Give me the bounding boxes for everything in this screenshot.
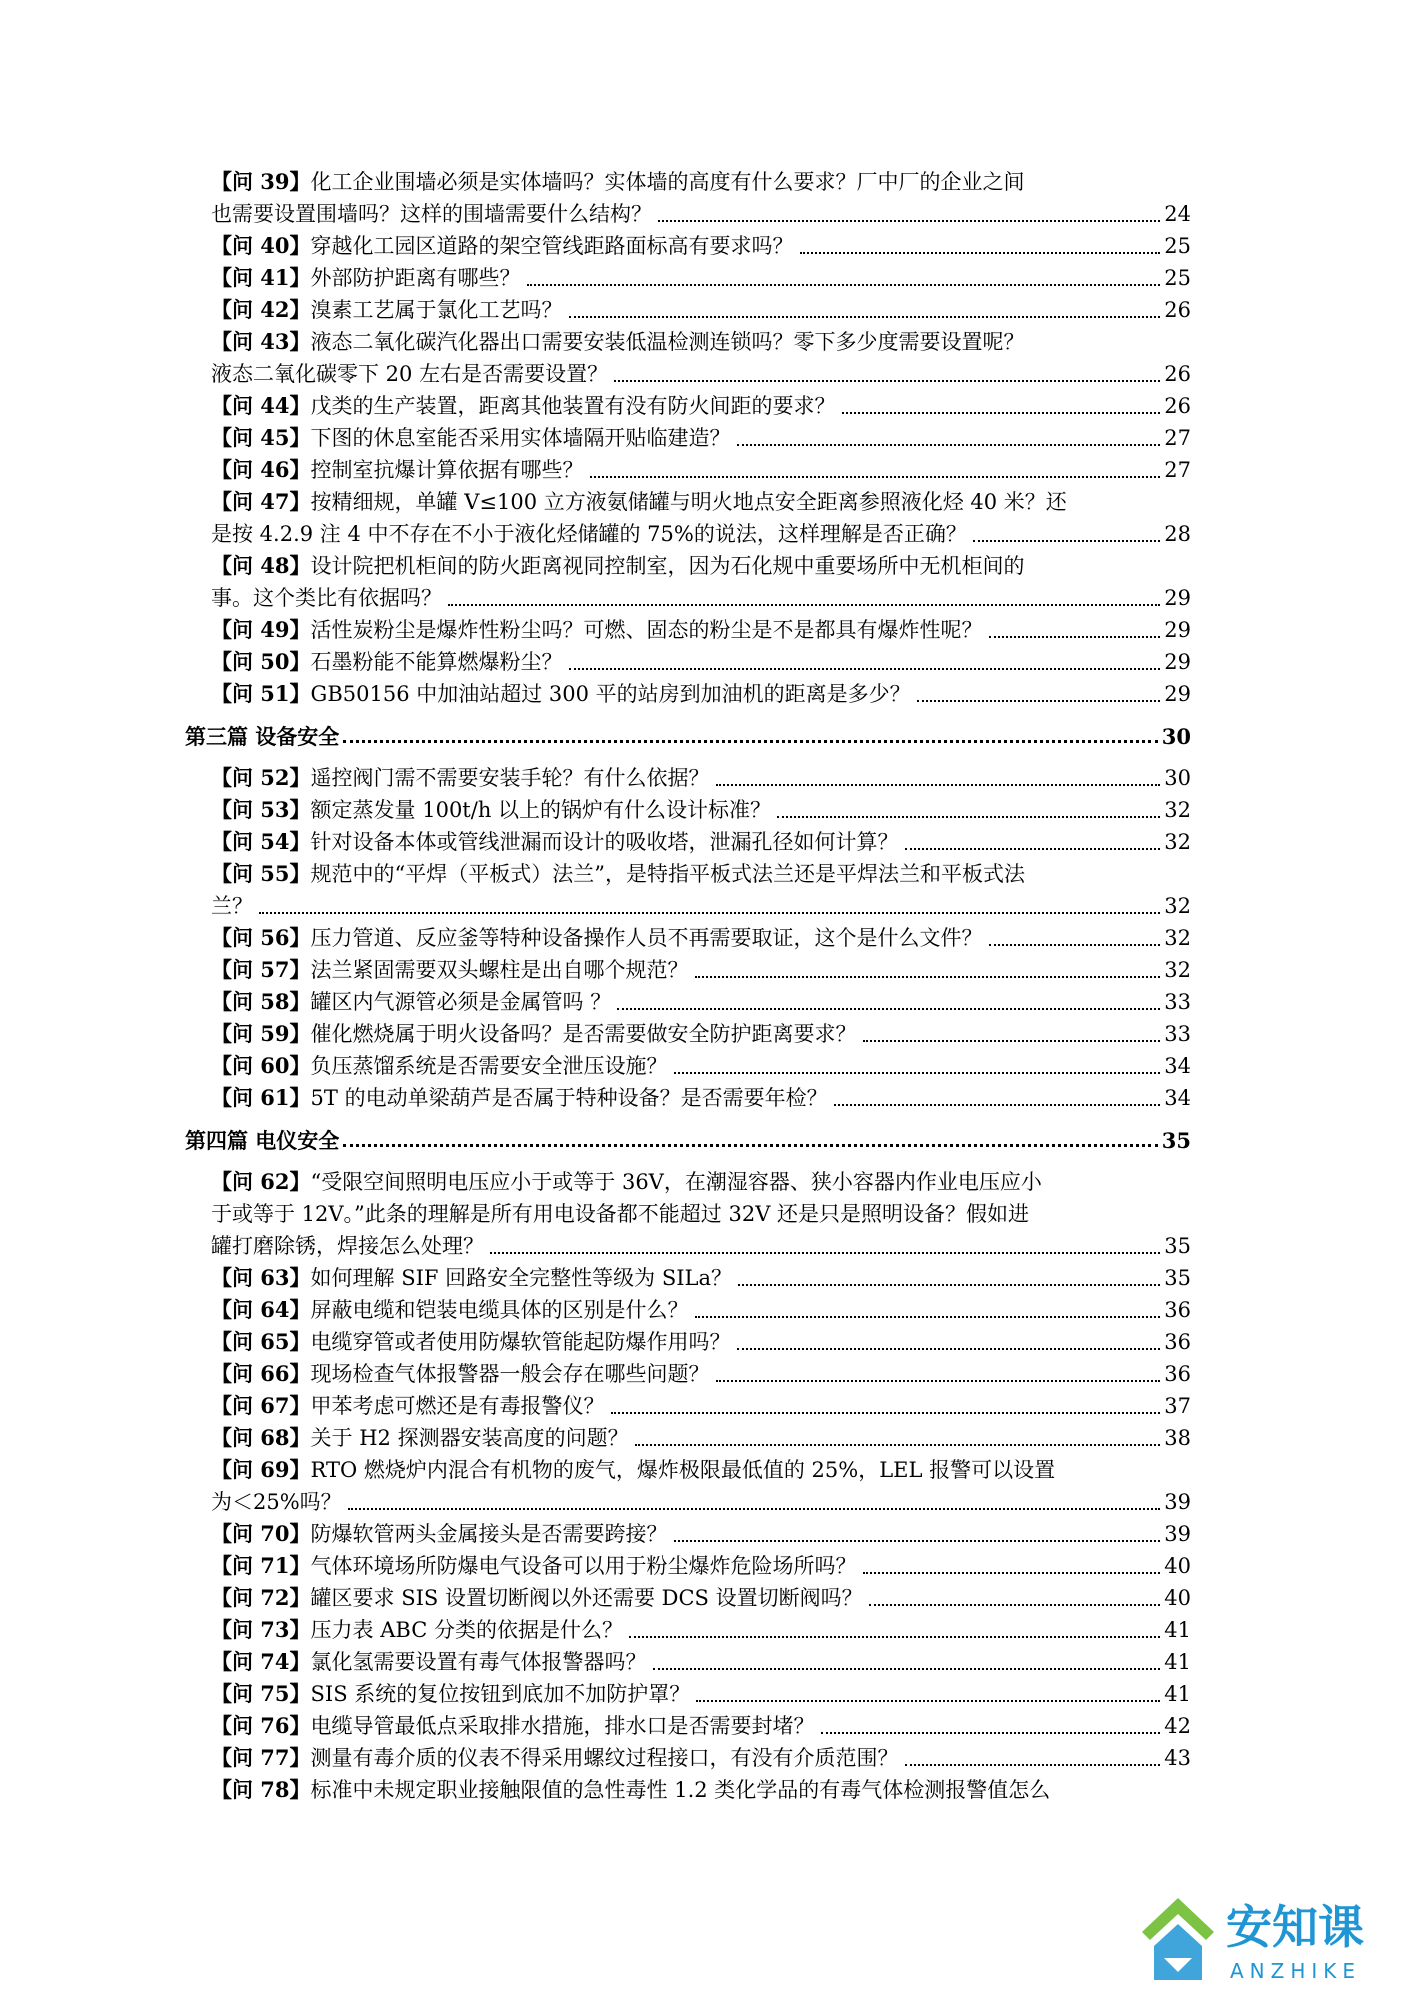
dot-leader xyxy=(905,1764,1161,1766)
entry-text: 【问 60】负压蒸馏系统是否需要安全泄压设施？ xyxy=(211,1053,668,1078)
dot-leader xyxy=(738,1284,1160,1286)
page-number: 32 xyxy=(1164,798,1191,822)
question-number: 【问 42】 xyxy=(211,297,311,322)
question-number: 【问 59】 xyxy=(211,1021,311,1046)
entry-text: 【问 44】戊类的生产装置，距离其他装置有没有防火间距的要求？ xyxy=(211,393,836,418)
page-number: 36 xyxy=(1164,1298,1191,1322)
dot-leader xyxy=(448,604,1160,606)
entry-text: 【问 73】压力表 ABC 分类的依据是什么？ xyxy=(211,1617,623,1642)
dot-leader xyxy=(348,1508,1161,1510)
section-heading[interactable] xyxy=(185,1114,1191,1154)
toc-entry[interactable] xyxy=(211,614,1191,646)
entry-text: 【问 47】按精细规，单罐 V≤100 立方液氨储罐与明火地点安全距离参照液化烃 40 米？还 xyxy=(211,489,1067,514)
question-number: 【问 78】 xyxy=(211,1777,311,1802)
toc-entry[interactable] xyxy=(211,954,1191,986)
toc-entry[interactable] xyxy=(211,1614,1191,1646)
question-number: 【问 40】 xyxy=(211,233,311,258)
toc-entry[interactable] xyxy=(211,454,1191,486)
table-of-contents xyxy=(185,166,1191,1806)
toc-entry[interactable] xyxy=(211,1358,1191,1390)
dot-leader xyxy=(869,1604,1161,1606)
question-number: 【问 60】 xyxy=(211,1053,311,1078)
question-number: 【问 68】 xyxy=(211,1425,311,1450)
question-number: 【问 45】 xyxy=(211,425,311,450)
entry-text: 兰？ xyxy=(211,894,253,918)
entry-text: 【问 71】气体环境场所防爆电气设备可以用于粉尘爆炸危险场所吗？ xyxy=(211,1553,857,1578)
page-number: 33 xyxy=(1164,990,1191,1014)
dot-leader xyxy=(821,1732,1161,1734)
page-number: 41 xyxy=(1164,1650,1191,1674)
dot-leader xyxy=(629,1636,1160,1638)
question-number: 【问 64】 xyxy=(211,1297,311,1322)
toc-entry[interactable] xyxy=(211,390,1191,422)
question-number: 【问 61】 xyxy=(211,1085,311,1110)
entry-text: 【问 46】控制室抗爆计算依据有哪些？ xyxy=(211,457,584,482)
dot-leader xyxy=(989,944,1161,946)
toc-entry[interactable] xyxy=(211,678,1191,710)
question-number: 【问 63】 xyxy=(211,1265,311,1290)
entry-text: 液态二氧化碳零下 20 左右是否需要设置？ xyxy=(211,362,609,386)
toc-entry[interactable] xyxy=(211,1710,1191,1742)
entry-text: 【问 49】活性炭粉尘是爆炸性粉尘吗？可燃、固态的粉尘是不是都具有爆炸性呢？ xyxy=(211,617,983,642)
toc-entry[interactable] xyxy=(211,1518,1191,1550)
question-number: 【问 48】 xyxy=(211,553,311,578)
toc-entry[interactable] xyxy=(211,826,1191,858)
page-number: 27 xyxy=(1164,458,1191,482)
toc-entry[interactable] xyxy=(211,1018,1191,1050)
question-number: 【问 77】 xyxy=(211,1745,311,1770)
dot-leader xyxy=(737,1348,1161,1350)
page-number: 25 xyxy=(1164,266,1191,290)
dot-leader xyxy=(695,976,1161,978)
question-number: 【问 43】 xyxy=(211,329,311,354)
question-number: 【问 65】 xyxy=(211,1329,311,1354)
question-number: 【问 39】 xyxy=(211,169,311,194)
dot-leader xyxy=(569,316,1161,318)
question-number: 【问 41】 xyxy=(211,265,311,290)
page-number: 32 xyxy=(1164,894,1191,918)
page-number: 29 xyxy=(1164,586,1191,610)
page-number: 36 xyxy=(1164,1362,1191,1386)
entry-text: 【问 52】遥控阀门需不需要安装手轮？有什么依据？ xyxy=(211,765,710,790)
dot-leader xyxy=(917,700,1161,702)
dot-leader xyxy=(973,540,1160,542)
entry-text: 【问 43】液态二氧化碳汽化器出口需要安装低温检测连锁吗？零下多少度需要设置呢？ xyxy=(211,329,1025,354)
entry-text: 【问 57】法兰紧固需要双头螺柱是出自哪个规范？ xyxy=(211,957,689,982)
entry-text: 【问 64】屏蔽电缆和铠装电缆具体的区别是什么？ xyxy=(211,1297,689,1322)
page-number: 43 xyxy=(1164,1746,1191,1770)
entry-text: 为＜25%吗？ xyxy=(211,1490,342,1514)
toc-entry[interactable] xyxy=(211,1678,1191,1710)
dot-leader xyxy=(658,220,1160,222)
section-title: 第三篇 设备安全 xyxy=(185,725,340,749)
page-number: 29 xyxy=(1164,618,1191,642)
question-number: 【问 62】 xyxy=(211,1169,311,1194)
page-number: 34 xyxy=(1164,1086,1191,1110)
question-number: 【问 74】 xyxy=(211,1649,311,1674)
page-number: 34 xyxy=(1164,1054,1191,1078)
toc-entry[interactable] xyxy=(211,762,1191,794)
toc-entry[interactable] xyxy=(211,1582,1191,1614)
entry-text: 于或等于 12V。”此条的理解是所有用电设备都不能超过 32V 还是只是照明设备？假如进 xyxy=(211,1202,1030,1226)
question-number: 【问 50】 xyxy=(211,649,311,674)
page-number: 29 xyxy=(1164,682,1191,706)
entry-text: 【问 39】化工企业围墙必须是实体墙吗？实体墙的高度有什么要求？厂中厂的企业之间 xyxy=(211,169,1025,194)
page-number: 32 xyxy=(1164,926,1191,950)
page-number: 25 xyxy=(1164,234,1191,258)
section-title: 第四篇 电仪安全 xyxy=(185,1129,340,1153)
page-number: 41 xyxy=(1164,1618,1191,1642)
logo-subtext: ANZHIKE xyxy=(1230,1959,1362,1983)
toc-entry[interactable] xyxy=(211,646,1191,678)
page-number: 35 xyxy=(1164,1234,1191,1258)
page-number: 30 xyxy=(1164,766,1191,790)
dot-leader xyxy=(777,816,1160,818)
entry-text: 【问 55】规范中的“平焊（平板式）法兰”，是特指平板式法兰还是平焊法兰和平板式法 xyxy=(211,861,1026,886)
toc-entry[interactable] xyxy=(211,1326,1191,1358)
question-number: 【问 55】 xyxy=(211,861,311,886)
entry-text: 也需要设置围墙吗？这样的围墙需要什么结构？ xyxy=(211,202,652,226)
question-number: 【问 49】 xyxy=(211,617,311,642)
toc-entry[interactable] xyxy=(211,262,1191,294)
toc-entry[interactable] xyxy=(211,422,1191,454)
question-number: 【问 52】 xyxy=(211,765,311,790)
dot-leader xyxy=(696,1700,1160,1702)
question-number: 【问 71】 xyxy=(211,1553,311,1578)
toc-entry[interactable] xyxy=(211,166,1191,230)
toc-entry[interactable] xyxy=(211,1742,1191,1774)
page-number: 24 xyxy=(1164,202,1191,226)
entry-text: 【问 68】关于 H2 探测器安装高度的问题？ xyxy=(211,1425,629,1450)
entry-text: 【问 65】电缆穿管或者使用防爆软管能起防爆作用吗？ xyxy=(211,1329,731,1354)
question-number: 【问 67】 xyxy=(211,1393,311,1418)
entry-text: 【问 41】外部防护距离有哪些？ xyxy=(211,265,521,290)
dot-leader xyxy=(716,784,1161,786)
dot-leader xyxy=(842,412,1161,414)
dot-leader xyxy=(674,1072,1161,1074)
dot-leader xyxy=(343,740,1157,743)
dot-leader xyxy=(863,1572,1161,1574)
toc-entry[interactable] xyxy=(211,794,1191,826)
page-number: 32 xyxy=(1164,830,1191,854)
page-number: 32 xyxy=(1164,958,1191,982)
entry-text: 罐打磨除锈，焊接怎么处理？ xyxy=(211,1234,484,1258)
dot-leader xyxy=(716,1380,1161,1382)
page-number: 39 xyxy=(1164,1490,1191,1514)
page-number: 40 xyxy=(1164,1554,1191,1578)
dot-leader xyxy=(343,1144,1157,1147)
page-number: 35 xyxy=(1164,1266,1191,1290)
page-number: 36 xyxy=(1164,1330,1191,1354)
dot-leader xyxy=(569,668,1161,670)
entry-text: 【问 76】电缆导管最低点采取排水措施，排水口是否需要封堵？ xyxy=(211,1713,815,1738)
page-number: 26 xyxy=(1164,394,1191,418)
toc-entry[interactable] xyxy=(211,1082,1191,1114)
entry-text: 是按 4.2.9 注 4 中不存在不小于液化烃储罐的 75%的说法，这样理解是否正确？ xyxy=(211,522,967,546)
page-number: 41 xyxy=(1164,1682,1191,1706)
dot-leader xyxy=(590,476,1161,478)
dot-leader xyxy=(800,252,1161,254)
entry-text: 【问 72】罐区要求 SIS 设置切断阀以外还需要 DCS 设置切断阀吗？ xyxy=(211,1585,863,1610)
question-number: 【问 56】 xyxy=(211,925,311,950)
house-icon xyxy=(1142,1898,1214,1980)
question-number: 【问 69】 xyxy=(211,1457,311,1482)
toc-entry[interactable] xyxy=(211,326,1191,390)
page-number: 26 xyxy=(1164,298,1191,322)
toc-entry[interactable] xyxy=(211,1550,1191,1582)
entry-text: 【问 54】针对设备本体或管线泄漏而设计的吸收塔，泄漏孔径如何计算？ xyxy=(211,829,899,854)
dot-leader xyxy=(905,848,1161,850)
page-number: 33 xyxy=(1164,1022,1191,1046)
entry-text: 【问 53】额定蒸发量 100t/h 以上的锅炉有什么设计标准？ xyxy=(211,797,772,822)
toc-entry[interactable] xyxy=(211,858,1191,922)
question-number: 【问 58】 xyxy=(211,989,311,1014)
dot-leader xyxy=(989,636,1161,638)
question-number: 【问 54】 xyxy=(211,829,311,854)
entry-text: 【问 58】罐区内气源管必须是金属管吗 ？ xyxy=(211,989,612,1014)
dot-leader xyxy=(834,1104,1161,1106)
dot-leader xyxy=(617,1008,1160,1010)
page-number: 39 xyxy=(1164,1522,1191,1546)
dot-leader xyxy=(611,1412,1161,1414)
question-number: 【问 57】 xyxy=(211,957,311,982)
toc-entry[interactable] xyxy=(211,1262,1191,1294)
entry-text: 【问 75】SIS 系统的复位按钮到底加不加防护罩？ xyxy=(211,1681,691,1706)
question-number: 【问 72】 xyxy=(211,1585,311,1610)
dot-leader xyxy=(695,1316,1161,1318)
entry-text: 【问 42】溴素工艺属于氯化工艺吗？ xyxy=(211,297,563,322)
question-number: 【问 76】 xyxy=(211,1713,311,1738)
entry-text: 【问 61】5T 的电动单梁葫芦是否属于特种设备？是否需要年检？ xyxy=(211,1085,828,1110)
page-number: 37 xyxy=(1164,1394,1191,1418)
toc-entry[interactable] xyxy=(211,550,1191,614)
page-number: 28 xyxy=(1164,522,1191,546)
entry-text: 【问 66】现场检查气体报警器一般会存在哪些问题？ xyxy=(211,1361,710,1386)
question-number: 【问 53】 xyxy=(211,797,311,822)
question-number: 【问 44】 xyxy=(211,393,311,418)
question-number: 【问 73】 xyxy=(211,1617,311,1642)
dot-leader xyxy=(614,380,1160,382)
entry-text: 【问 77】测量有毒介质的仪表不得采用螺纹过程接口，有没有介质范围？ xyxy=(211,1745,899,1770)
page-number: 27 xyxy=(1164,426,1191,450)
toc-entry[interactable] xyxy=(211,1646,1191,1678)
dot-leader xyxy=(737,444,1161,446)
toc-entry[interactable] xyxy=(211,922,1191,954)
question-number: 【问 75】 xyxy=(211,1681,311,1706)
question-number: 【问 66】 xyxy=(211,1361,311,1386)
entry-text: 【问 51】GB50156 中加油站超过 300 平的站房到加油机的距离是多少？ xyxy=(211,681,911,706)
page-number: 35 xyxy=(1161,1128,1191,1153)
dot-leader xyxy=(527,284,1161,286)
toc-entry[interactable] xyxy=(211,1294,1191,1326)
entry-text: 【问 74】氯化氢需要设置有毒气体报警器吗？ xyxy=(211,1649,647,1674)
question-number: 【问 70】 xyxy=(211,1521,311,1546)
page-number: 42 xyxy=(1164,1714,1191,1738)
entry-text: 【问 78】标准中未规定职业接触限值的急性毒性 1.2 类化学品的有毒气体检测报警值怎么 xyxy=(211,1777,1051,1802)
entry-text: 【问 40】穿越化工园区道路的架空管线距路面标高有要求吗？ xyxy=(211,233,794,258)
question-number: 【问 47】 xyxy=(211,489,311,514)
entry-text: 【问 45】下图的休息室能否采用实体墙隔开贴临建造？ xyxy=(211,425,731,450)
question-number: 【问 51】 xyxy=(211,681,311,706)
page-number: 38 xyxy=(1164,1426,1191,1450)
question-number: 【问 46】 xyxy=(211,457,311,482)
entry-text: 事。这个类比有依据吗？ xyxy=(211,586,442,610)
entry-text: 【问 56】压力管道、反应釜等特种设备操作人员不再需要取证，这个是什么文件？ xyxy=(211,925,983,950)
page-number: 30 xyxy=(1161,724,1191,749)
toc-entry[interactable] xyxy=(211,1390,1191,1422)
dot-leader xyxy=(863,1040,1161,1042)
entry-text: 【问 70】防爆软管两头金属接头是否需要跨接？ xyxy=(211,1521,668,1546)
toc-entry[interactable] xyxy=(211,1166,1191,1262)
toc-entry[interactable] xyxy=(211,1050,1191,1082)
toc-entry[interactable] xyxy=(211,1454,1191,1518)
dot-leader xyxy=(653,1668,1161,1670)
page-number: 40 xyxy=(1164,1586,1191,1610)
logo-text: 安知课 xyxy=(1226,1900,1364,1954)
dot-leader xyxy=(490,1252,1160,1254)
toc-entry[interactable] xyxy=(211,1422,1191,1454)
toc-entry[interactable] xyxy=(211,486,1191,550)
toc-entry[interactable] xyxy=(211,1774,1191,1806)
entry-text: 【问 59】催化燃烧属于明火设备吗？是否需要做安全防护距离要求？ xyxy=(211,1021,857,1046)
dot-leader xyxy=(635,1444,1161,1446)
toc-entry[interactable] xyxy=(211,294,1191,326)
entry-text: 【问 48】设计院把机柜间的防火距离视同控制室，因为石化规中重要场所中无机柜间的 xyxy=(211,553,1025,578)
section-heading[interactable] xyxy=(185,710,1191,750)
anzhike-logo xyxy=(1134,1888,1404,1988)
page-number: 29 xyxy=(1164,650,1191,674)
entry-text: 【问 69】RTO 燃烧炉内混合有机物的废气，爆炸极限最低值的 25%，LEL 报警可以设置 xyxy=(211,1457,1056,1482)
dot-leader xyxy=(259,912,1160,914)
dot-leader xyxy=(674,1540,1161,1542)
toc-entry[interactable] xyxy=(211,230,1191,262)
toc-entry[interactable] xyxy=(211,986,1191,1018)
entry-text: 【问 62】“受限空间照明电压应小于或等于 36V，在潮湿容器、狭小容器内作业电压应小 xyxy=(211,1169,1042,1194)
page-number: 26 xyxy=(1164,362,1191,386)
entry-text: 【问 63】如何理解 SIF 回路安全完整性等级为 SILa？ xyxy=(211,1265,732,1290)
entry-text: 【问 67】甲苯考虑可燃还是有毒报警仪？ xyxy=(211,1393,605,1418)
entry-text: 【问 50】石墨粉能不能算燃爆粉尘？ xyxy=(211,649,563,674)
